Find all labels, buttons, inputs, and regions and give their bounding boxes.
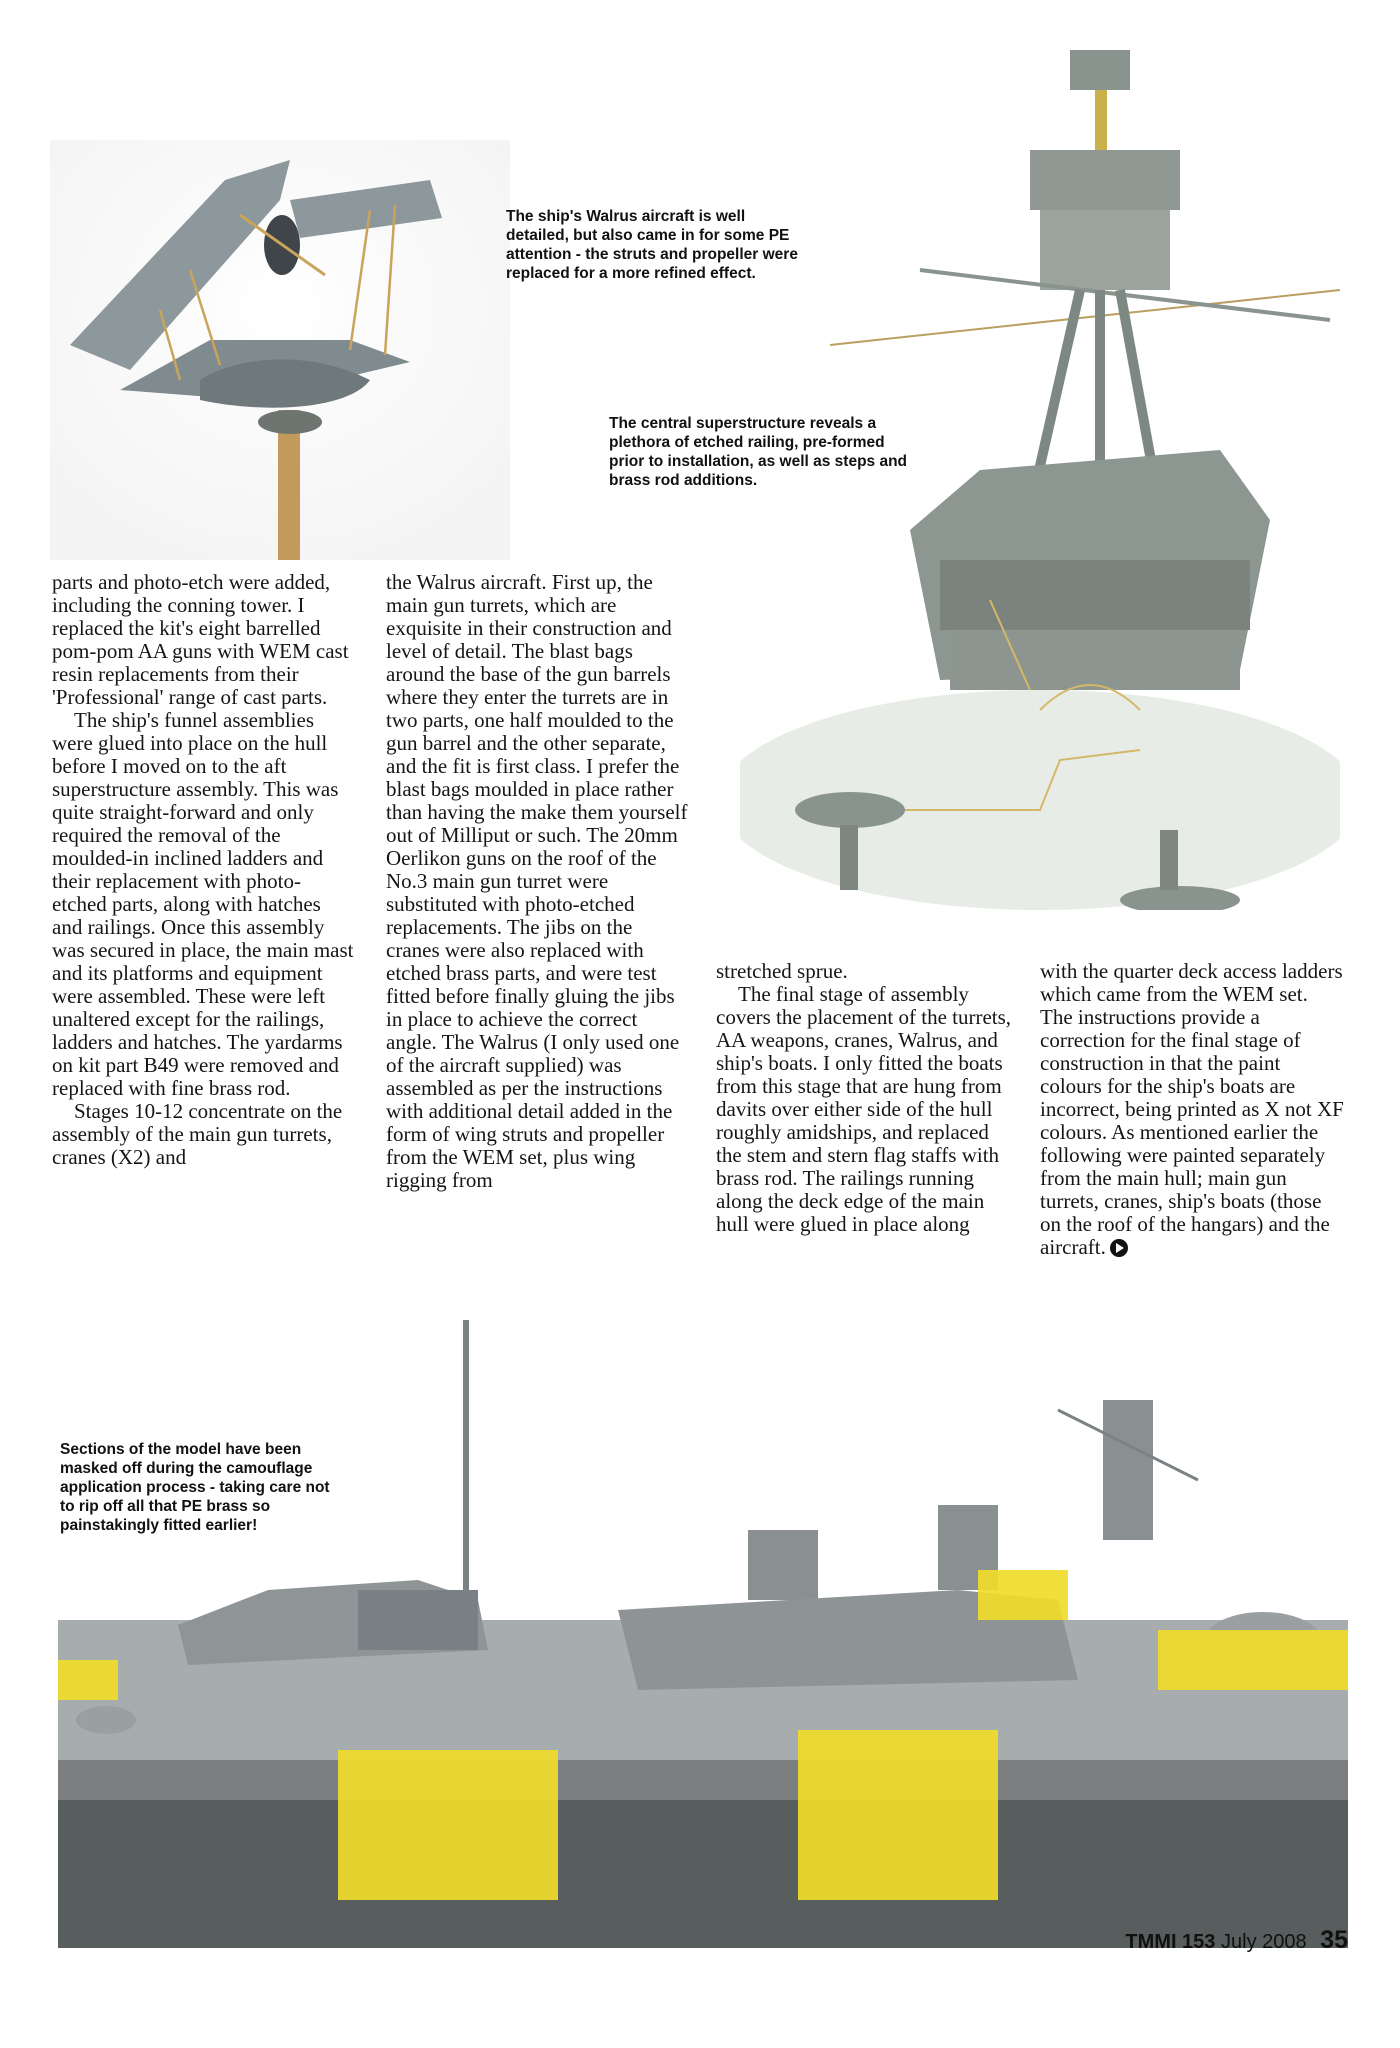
superstructure-caption: The central superstructure reveals a plethora of etched railing, pre-formed prior to installation, as well as steps and brass rod additions. [609,415,908,489]
column-2-paragraph: the Walrus aircraft. First up, the main gun turrets, which are exquisite in their construction and level of detail. The blast bags around the base of the gun barrels where they enter the turrets are in two parts, one half moulded to the gun barrel and the other separate, and the fit is first class. I prefer the blast bags moulded in place rather than having the make them yourself out of Milliput or such. The 20mm Oerlikon guns on the roof of the No.3 main gun turret were substituted with photo-etched replacements. The jibs on the cranes were also replaced with etched brass parts, and were test fitted before finally gluing the jibs in place to achieve the correct angle. The Walrus (I only used one of the aircraft supplied) was assembled as per the instructions with additional detail added in the form of wing struts and propeller from the WEM set, plus wing rigging from [386,570,688,1192]
column-3-paragraph: The final stage of assembly covers the placement of the turrets, AA weapons, cranes, Walrus, and ship's boats. I only fitted the boats from this stage that are hung from davits over either side of the hull roughly amidships, and replaced the stem and stern flag staffs with brass rod. The railings running along the deck edge of the main hull were glued in place along [716,982,1012,1236]
magazine-issue: TMMI 153 [1125,1931,1216,1953]
column-1-paragraph: parts and photo-etch were added, including the conning tower. I replaced the kit's eight barrelled pom-pom AA guns with WEM cast resin replacements from their 'Professional' range of cast parts. [52,570,349,709]
text-column-1 [52,571,355,1169]
text-column-3 [716,960,1016,1236]
page-footer [1125,1926,1348,1955]
column-1-paragraph: The ship's funnel assemblies were glued into place on the hull before I moved on to the aft superstructure assembly. This was quite straight-forward and only required the removal of the moulded-in inclined ladders and their replacement with photo-etched parts, along with hatches and railings. Once this assembly was secured in place, the main mast and its platforms and equipment were assembled. These were left unaltered except for the railings, ladders and hatches. The yardarms on kit part B49 were removed and replaced with fine brass rod. [52,708,354,1100]
column-3-paragraph: stretched sprue. [716,959,848,983]
walrus-caption: The ship's Walrus aircraft is well detailed, but also came in for some PE attention - the struts and propeller were replaced for a more refined effect. [506,208,798,282]
walrus-aircraft-photo [50,140,510,560]
column-4-paragraph: with the quarter deck access ladders which came from the WEM set. The instructions provide a correction for the final stage of construction in that the paint colours for the ship's boats are incorrect, being printed as X not XF colours. As mentioned earlier the following were painted separately from the main hull; main gun turrets, cranes, ship's boats (those on the roof of the hangars) and the aircraft. [1040,959,1344,1259]
text-column-4 [1040,960,1345,1259]
masked-hull-photo [58,1320,1348,1948]
page-number: 35 [1320,1926,1348,1954]
column-1-paragraph: Stages 10-12 concentrate on the assembly of the main gun turrets, cranes (X2) and [52,1099,343,1169]
masking-caption: Sections of the model have been masked off during the camouflage application process - taking care not to rip off all that PE brass so painstakingly fitted earlier! [60,1441,330,1534]
end-of-article-icon [1110,1239,1128,1257]
text-column-2 [386,571,688,1192]
issue-date: July 2008 [1221,1931,1307,1953]
